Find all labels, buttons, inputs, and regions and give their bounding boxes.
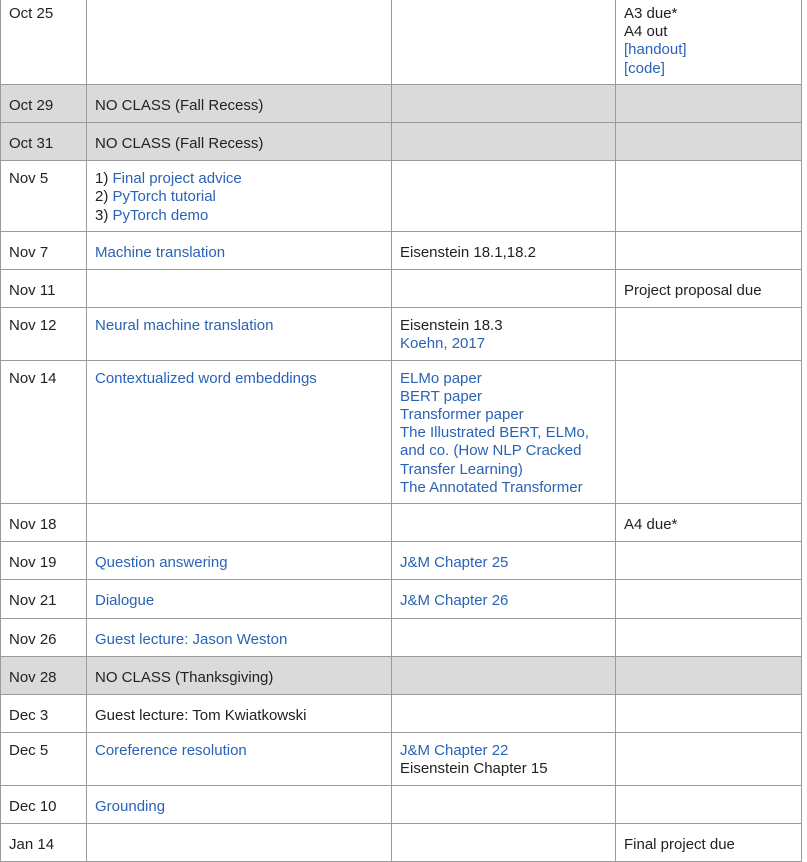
events-line xyxy=(624,23,793,41)
readings-cell xyxy=(392,0,616,84)
events-text: A4 due* xyxy=(624,516,678,534)
date-text: Nov 19 xyxy=(9,554,57,572)
date-cell xyxy=(1,161,87,232)
events-line xyxy=(624,41,793,59)
readings-text: Eisenstein 18.3 xyxy=(400,317,503,335)
topic-line xyxy=(95,798,383,816)
readings-link[interactable]: Koehn, 2017 xyxy=(400,335,486,353)
topic-line xyxy=(95,742,383,760)
events-text: A3 due* xyxy=(624,5,678,22)
topic-cell xyxy=(87,123,392,161)
date-text: Dec 3 xyxy=(9,707,49,725)
topic-line xyxy=(95,207,383,225)
readings-link[interactable]: The Illustrated BERT, ELMo, xyxy=(400,424,589,442)
events-link[interactable]: [handout] xyxy=(624,41,687,59)
date-text: Nov 14 xyxy=(9,369,57,387)
item-number: 1) xyxy=(95,170,113,188)
events-cell xyxy=(616,84,802,122)
readings-link[interactable]: and co. (How NLP Cracked xyxy=(400,442,582,460)
events-cell xyxy=(616,580,802,618)
date-text: Oct 29 xyxy=(9,96,54,114)
schedule-row-oct-29 xyxy=(1,84,802,122)
events-line xyxy=(624,836,793,854)
date-cell xyxy=(1,360,87,503)
schedule-row-nov-19 xyxy=(1,542,802,580)
readings-line xyxy=(400,317,607,335)
readings-cell xyxy=(392,161,616,232)
events-cell xyxy=(616,270,802,308)
events-cell xyxy=(616,161,802,232)
date-text: Nov 7 xyxy=(9,243,49,261)
events-cell xyxy=(616,504,802,542)
schedule-row-nov-5 xyxy=(1,161,802,232)
events-line xyxy=(624,282,793,300)
topic-line xyxy=(95,188,383,206)
readings-text: Eisenstein Chapter 15 xyxy=(400,760,548,778)
date-text: Nov 18 xyxy=(9,516,57,534)
readings-line xyxy=(400,244,607,262)
topic-cell xyxy=(87,580,392,618)
readings-line xyxy=(400,406,607,424)
events-text: A4 out xyxy=(624,23,668,41)
date-cell xyxy=(1,733,87,785)
topic-line xyxy=(95,97,383,115)
schedule-row-oct-25 xyxy=(1,0,802,84)
readings-line xyxy=(400,424,607,442)
schedule-row-nov-21 xyxy=(1,580,802,618)
schedule-row-nov-28 xyxy=(1,656,802,694)
schedule-row-nov-18 xyxy=(1,504,802,542)
topic-cell xyxy=(87,161,392,232)
topic-cell xyxy=(87,308,392,360)
events-cell xyxy=(616,360,802,503)
events-line xyxy=(624,516,793,534)
topic-line xyxy=(95,317,383,335)
topic-link[interactable]: Guest lecture: Jason Weston xyxy=(95,630,288,648)
readings-cell xyxy=(392,542,616,580)
date-cell xyxy=(1,308,87,360)
topic-cell xyxy=(87,84,392,122)
topic-cell xyxy=(87,504,392,542)
topic-cell xyxy=(87,270,392,308)
date-text: Nov 11 xyxy=(9,282,56,300)
readings-link[interactable]: BERT paper xyxy=(400,387,482,405)
date-text: Oct 31 xyxy=(9,135,54,153)
schedule-row-dec-3 xyxy=(1,695,802,733)
events-link[interactable]: [code] xyxy=(624,59,665,77)
topic-cell xyxy=(87,360,392,503)
topic-link[interactable]: Grounding xyxy=(95,797,166,815)
date-cell xyxy=(1,695,87,733)
events-cell xyxy=(616,231,802,269)
date-cell xyxy=(1,231,87,269)
date-cell xyxy=(1,823,87,861)
events-line xyxy=(624,60,793,78)
readings-cell xyxy=(392,84,616,122)
topic-cell xyxy=(87,231,392,269)
events-cell xyxy=(616,618,802,656)
readings-line xyxy=(400,592,607,610)
readings-line xyxy=(400,461,607,479)
readings-text: Eisenstein 18.1,18.2 xyxy=(400,243,536,261)
readings-line xyxy=(400,335,607,353)
date-cell xyxy=(1,0,87,84)
item-number: 3) xyxy=(95,206,113,224)
date-cell xyxy=(1,656,87,694)
schedule-row-nov-11 xyxy=(1,270,802,308)
readings-cell xyxy=(392,308,616,360)
topic-line xyxy=(95,707,383,725)
date-text: Nov 21 xyxy=(9,592,57,610)
topic-text: NO CLASS (Fall Recess) xyxy=(95,96,264,114)
readings-cell xyxy=(392,695,616,733)
topic-cell xyxy=(87,695,392,733)
topic-text: NO CLASS (Fall Recess) xyxy=(95,135,264,153)
events-cell xyxy=(616,733,802,785)
events-cell xyxy=(616,785,802,823)
schedule-row-nov-26 xyxy=(1,618,802,656)
topic-link[interactable]: Dialogue xyxy=(95,592,155,610)
date-cell xyxy=(1,84,87,122)
readings-link[interactable]: J&M Chapter 26 xyxy=(400,592,509,610)
topic-link[interactable]: Coreference resolution xyxy=(95,742,247,760)
readings-cell xyxy=(392,123,616,161)
date-text: Nov 12 xyxy=(9,317,57,335)
item-number: 2) xyxy=(95,188,113,206)
topic-cell xyxy=(87,733,392,785)
topic-text: Guest lecture: Tom Kwiatkowski xyxy=(95,707,307,725)
topic-cell xyxy=(87,618,392,656)
topic-cell xyxy=(87,823,392,861)
schedule-row-nov-12 xyxy=(1,308,802,360)
readings-cell xyxy=(392,733,616,785)
topic-cell xyxy=(87,656,392,694)
topic-line xyxy=(95,170,383,188)
topic-link[interactable]: Neural machine translation xyxy=(95,317,274,335)
date-text: Nov 28 xyxy=(9,668,57,686)
schedule-body xyxy=(1,0,802,862)
events-cell xyxy=(616,542,802,580)
date-text: Dec 10 xyxy=(9,797,57,815)
readings-line xyxy=(400,370,607,388)
readings-link[interactable]: ELMo paper xyxy=(400,369,482,387)
date-cell xyxy=(1,504,87,542)
readings-cell xyxy=(392,504,616,542)
readings-line xyxy=(400,760,607,778)
readings-line xyxy=(400,388,607,406)
schedule-row-dec-5 xyxy=(1,733,802,785)
readings-cell xyxy=(392,823,616,861)
events-cell xyxy=(616,123,802,161)
topic-link[interactable]: PyTorch tutorial xyxy=(112,188,216,206)
date-cell xyxy=(1,270,87,308)
topic-line xyxy=(95,135,383,153)
readings-cell xyxy=(392,580,616,618)
topic-line xyxy=(95,244,383,262)
readings-line xyxy=(400,479,607,497)
date-cell xyxy=(1,580,87,618)
topic-cell xyxy=(87,542,392,580)
topic-cell xyxy=(87,0,392,84)
date-text: Jan 14 xyxy=(9,835,55,853)
schedule-row-nov-7 xyxy=(1,231,802,269)
schedule-row-jan-14 xyxy=(1,823,802,861)
topic-line xyxy=(95,669,383,687)
events-text: Project proposal due xyxy=(624,282,762,300)
schedule-row-dec-10 xyxy=(1,785,802,823)
events-cell xyxy=(616,823,802,861)
date-text: Nov 26 xyxy=(9,630,57,648)
events-cell xyxy=(616,308,802,360)
date-cell xyxy=(1,123,87,161)
date-cell xyxy=(1,542,87,580)
readings-link[interactable]: J&M Chapter 22 xyxy=(400,742,509,760)
schedule-row-nov-14 xyxy=(1,360,802,503)
topic-line xyxy=(95,592,383,610)
readings-cell xyxy=(392,656,616,694)
events-cell xyxy=(616,695,802,733)
readings-link[interactable]: Transfer Learning) xyxy=(400,460,523,478)
date-text: Dec 5 xyxy=(9,742,49,760)
date-cell xyxy=(1,618,87,656)
topic-link[interactable]: Contextualized word embeddings xyxy=(95,369,317,387)
topic-line xyxy=(95,554,383,572)
readings-line xyxy=(400,554,607,572)
events-text: Final project due xyxy=(624,835,735,853)
readings-line xyxy=(400,442,607,460)
topic-link[interactable]: Question answering xyxy=(95,554,228,572)
readings-cell xyxy=(392,360,616,503)
readings-link[interactable]: The Annotated Transformer xyxy=(400,478,583,496)
events-cell xyxy=(616,0,802,84)
date-cell xyxy=(1,785,87,823)
topic-link[interactable]: PyTorch demo xyxy=(112,206,209,224)
readings-cell xyxy=(392,618,616,656)
topic-cell xyxy=(87,785,392,823)
readings-cell xyxy=(392,270,616,308)
topic-link[interactable]: Machine translation xyxy=(95,243,226,261)
readings-link[interactable]: Transformer paper xyxy=(400,406,524,424)
readings-line xyxy=(400,742,607,760)
topic-line xyxy=(95,370,383,388)
readings-link[interactable]: J&M Chapter 25 xyxy=(400,554,509,572)
topic-text: NO CLASS (Thanksgiving) xyxy=(95,668,274,686)
topic-link[interactable]: Final project advice xyxy=(112,170,242,188)
topic-line xyxy=(95,631,383,649)
schedule-row-oct-31 xyxy=(1,123,802,161)
readings-cell xyxy=(392,785,616,823)
events-cell xyxy=(616,656,802,694)
date-text: Oct 25 xyxy=(9,5,54,22)
readings-cell xyxy=(392,231,616,269)
events-line xyxy=(624,5,793,23)
date-text: Nov 5 xyxy=(9,170,49,188)
